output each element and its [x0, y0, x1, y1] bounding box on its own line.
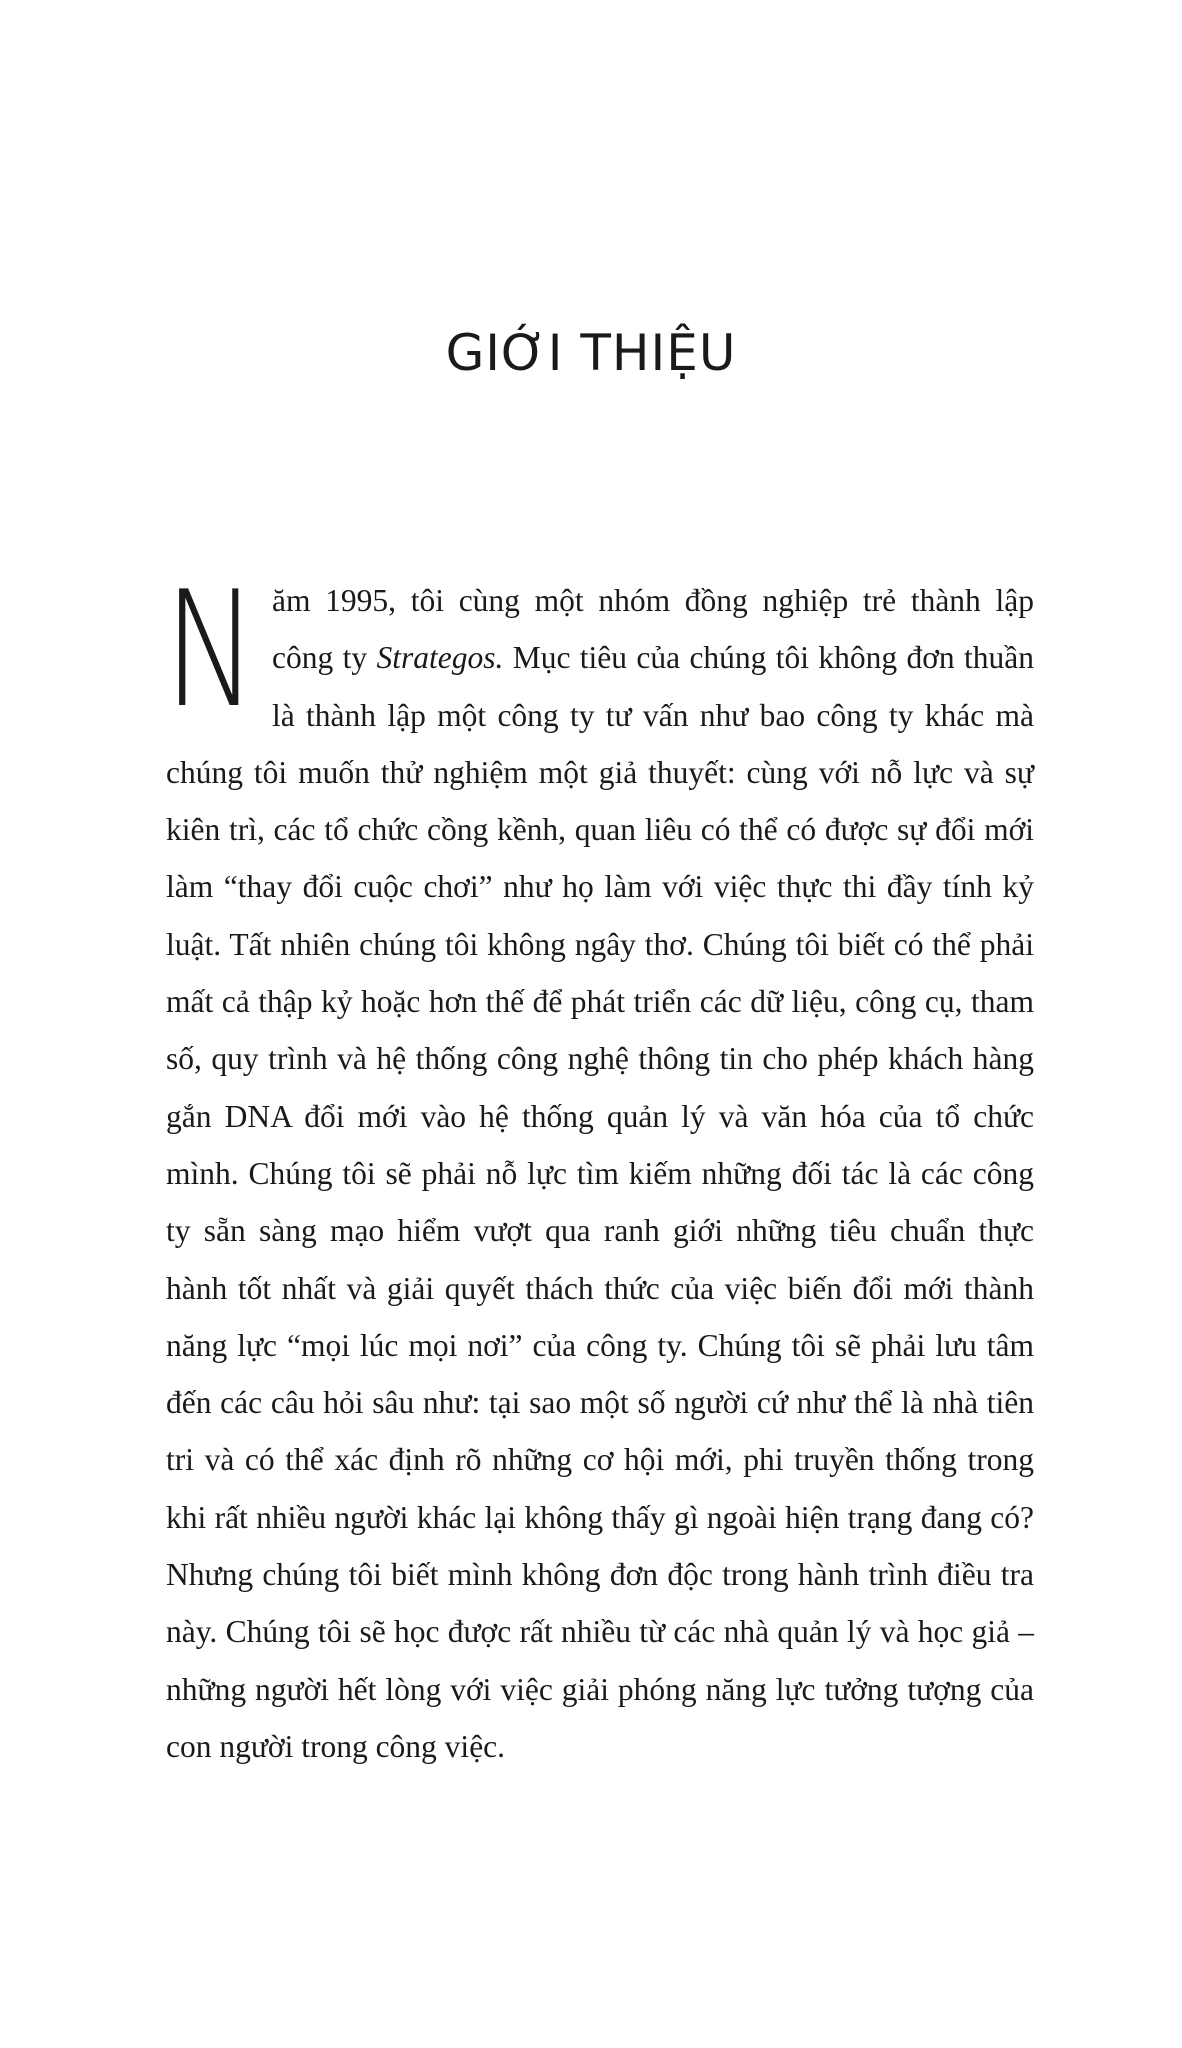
paragraph-text-part-2: Mục tiêu của chúng tôi không đơn thuần là thành lập một công ty tư vấn như bao công ty khác mà chúng tôi muốn thử nghiệm một giả thuyết: cùng với nỗ lực và sự kiên trì, các tổ chức cồng kềnh, quan liêu có thể có được sự đổi mới làm “thay đổi cuộc chơi” như họ làm với việc thực thi đầy tính kỷ luật. Tất nhiên chúng tôi không ngây thơ. Chúng tôi biết có thể phải mất cả thập kỷ hoặc hơn thế để phát triển các dữ liệu, công cụ, tham số, quy trình và hệ thống công nghệ thông tin cho phép khách hàng gắn DNA đổi mới vào hệ thống quản lý và văn hóa của tổ chức mình. Chúng tôi sẽ phải nỗ lực tìm kiếm những đối tác là các công ty sẵn sàng mạo hiểm vượt qua ranh giới những tiêu chuẩn thực hành tốt nhất và giải quyết thách thức của việc biến đổi mới thành năng lực “mọi lúc mọi nơi” của công ty. Chúng tôi sẽ phải lưu tâm đến các câu hỏi sâu như: tại sao một số người cứ như thể là nhà tiên tri và có thể xác định rõ những cơ hội mới, phi truyền thống trong khi rất nhiều người khác lại không thấy gì ngoài hiện trạng đang có? Nhưng chúng tôi biết mình không đơn độc trong hành trình điều tra này. Chúng tôi sẽ học được rất nhiều từ các nhà quản lý và học giả – những người hết lòng với việc giải phóng năng lực tưởng tượng của con người trong công việc.: [166, 640, 1035, 1764]
intro-paragraph: [164, 556, 1035, 1775]
company-name: Strategos.: [376, 640, 504, 676]
drop-cap-letter: N: [164, 556, 258, 743]
chapter-title: GIỚI THIỆU: [445, 324, 737, 382]
paragraph-text-part-1: ăm 1995, tôi cùng một nhóm đồng nghiệp trẻ thành lập công ty: [272, 583, 1034, 676]
